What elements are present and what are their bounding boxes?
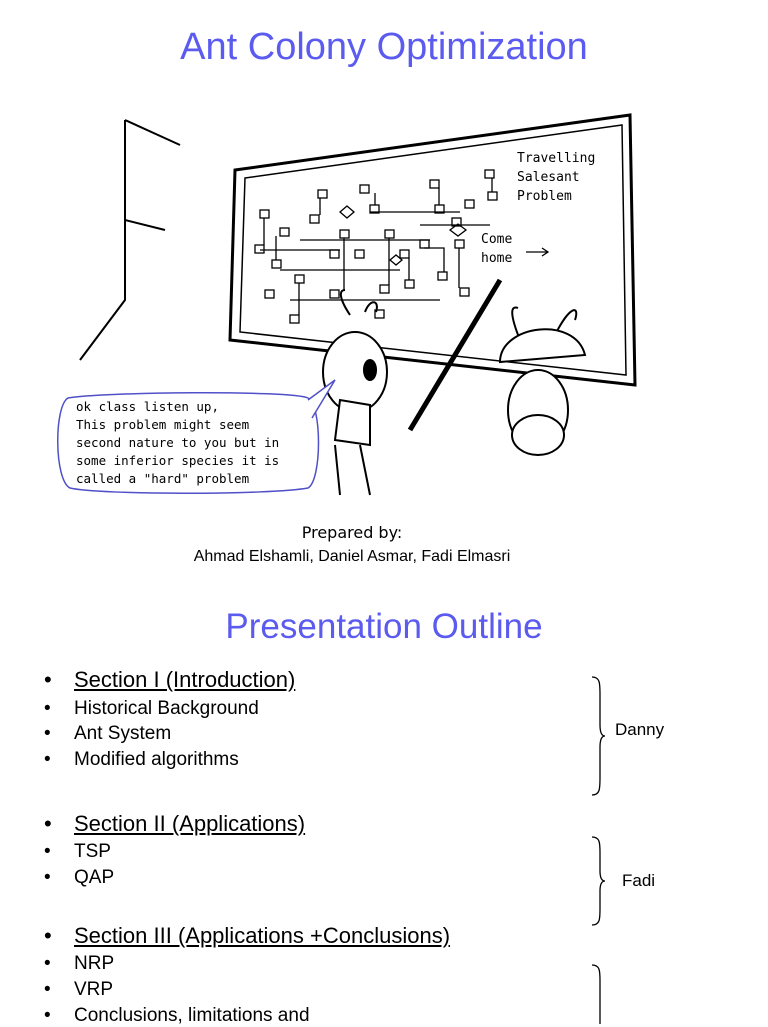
speech-line-5: called a "hard" problem xyxy=(76,471,250,486)
board-title-line-2: Salesant xyxy=(517,170,580,185)
teacher-ant xyxy=(323,290,387,495)
ant-classroom-cartoon xyxy=(40,100,700,510)
section-2-presenter: Fadi xyxy=(622,871,656,890)
speech-line-3: second nature to you but in xyxy=(76,435,280,450)
section-3-brace xyxy=(590,963,606,1024)
board-note-line-2: home xyxy=(481,251,513,266)
board-title-line-1: Travelling xyxy=(517,151,596,166)
speech-line-4: some inferior species it is xyxy=(76,453,280,468)
speech-line-1: ok class listen up, xyxy=(76,399,219,414)
prepared-by-label: Prepared by: xyxy=(301,523,403,542)
section-1-presenter: Danny xyxy=(615,720,665,739)
speech-line-2: This problem might seem xyxy=(76,417,250,432)
pointer-stick xyxy=(410,280,500,430)
board-note-line-1: Come xyxy=(481,232,513,247)
author-names: Ahmad Elshamli, Daniel Asmar, Fadi Elmasri xyxy=(193,548,511,565)
slide-title: Ant Colony Optimization xyxy=(180,26,588,68)
arrow-right-icon xyxy=(526,248,548,256)
section-2-brace xyxy=(590,835,606,927)
section-1-brace xyxy=(590,675,606,797)
outline-title: Presentation Outline xyxy=(225,607,543,646)
flowchart-diagram xyxy=(255,170,497,323)
student-ant xyxy=(500,307,585,455)
board-title-line-3: Problem xyxy=(517,189,572,204)
